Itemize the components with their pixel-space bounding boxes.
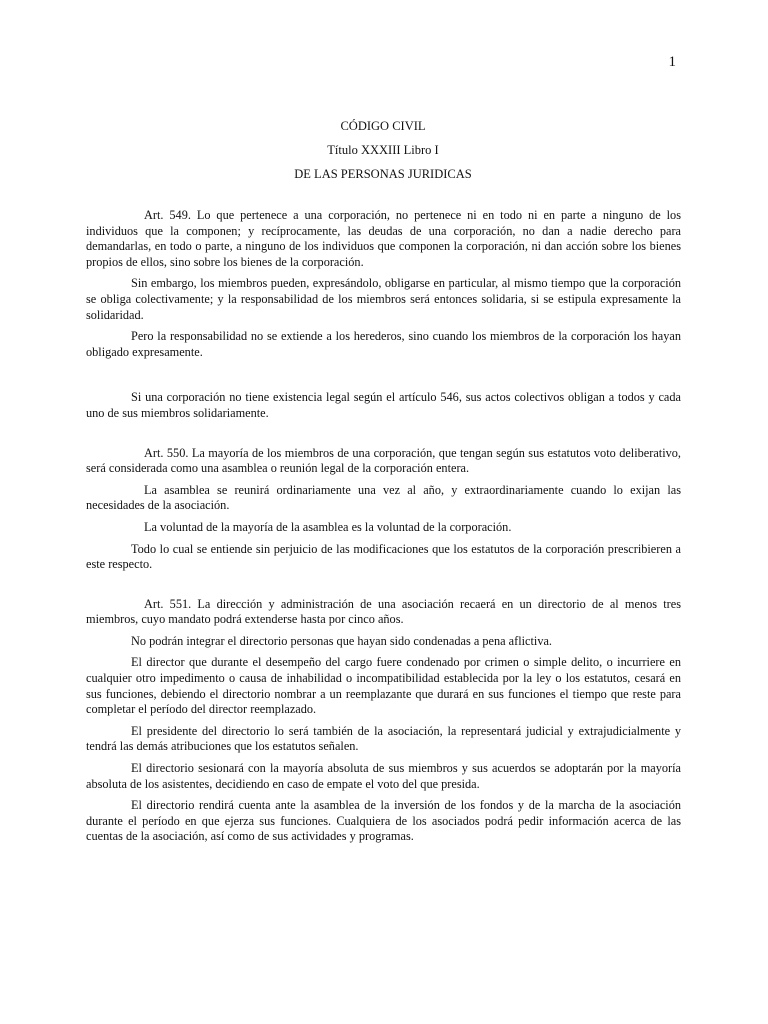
paragraph-art-549: Art. 549. Lo que pertenece a una corporación, no pertenece ni en todo ni en parte a ninguno de los individuos que la componen; y recíprocamente, las deudas de una corporación, no dan a nadie derecho para demandarlas, en todo o parte, a ninguno de los individuos que componen la corporación, ni dan acción sobre los bienes propios de ellos, sino sobre los bienes de la corporación. [86, 208, 681, 269]
paragraph: El director que durante el desempeño del cargo fuere condenado por crimen o simple delito, o incurriere en cualquier otro impedimento o causa de inhabilidad o incompatibilidad establecida por la ley o los estatutos, cesará en sus funciones, debiendo el directorio nombrar a un reemplazante que durará en sus funciones el tiempo que reste para completar el período del director reemplazado. [86, 655, 681, 717]
paragraph: El directorio rendirá cuenta ante la asamblea de la inversión de los fondos y de la marcha de la asociación durante el período en que ejerza sus funciones. Cualquiera de los asociados podrá pedir información acerca de las cuentas de la asociación, así como de sus actividades y programas. [86, 798, 681, 844]
paragraph: La asamblea se reunirá ordinariamente una vez al año, y extraordinariamente cuando lo exijan las necesidades de la asociación. [86, 482, 681, 513]
document-title: CÓDIGO CIVIL [340, 119, 426, 133]
page-number: 1 [668, 54, 676, 70]
paragraph-art-551: Art. 551. La dirección y administración de una asociación recaerá en un directorio de al menos tres miembros, cuyo mandato podrá extenderse hasta por cinco años. [86, 596, 681, 627]
paragraph: Sin embargo, los miembros pueden, expresándolo, obligarse en particular, al mismo tiempo que la corporación se obliga colectivamente; y la responsabilidad de los miembros será entonces solidaria, si se estipula expresamente la solidaridad. [86, 276, 681, 322]
document-header [86, 114, 680, 186]
paragraph: La voluntad de la mayoría de la asamblea es la voluntad de la corporación. [144, 519, 512, 534]
paragraph: No podrán integrar el directorio personas que hayan sido condenadas a pena aflictiva. [131, 633, 553, 648]
paragraph: Pero la responsabilidad no se extiende a los herederos, sino cuando los miembros de la corporación los hayan obligado expresamente. [86, 329, 681, 359]
paragraph: Todo lo cual se entiende sin perjuicio de las modificaciones que los estatutos de la corporación prescribieren a este respecto. [86, 541, 681, 572]
paragraph: Si una corporación no tiene existencia legal según el artículo 546, sus actos colectivos obligan a todos y cada uno de sus miembros solidariamente. [86, 390, 681, 420]
paragraph-art-550: Art. 550. La mayoría de los miembros de una corporación, que tengan según sus estatutos voto deliberativo, será considerada como una asamblea o reunión legal de la corporación entera. [86, 445, 681, 476]
document-subtitle: Título XXXIII Libro I [327, 143, 439, 157]
document-heading: DE LAS PERSONAS JURIDICAS [294, 167, 472, 181]
paragraph: El directorio sesionará con la mayoría absoluta de sus miembros y sus acuerdos se adoptarán por la mayoría absoluta de los asistentes, decidiendo en caso de empate el voto del que presida. [86, 761, 681, 791]
document-body [86, 208, 681, 851]
paragraph: El presidente del directorio lo será también de la asociación, la representará judicial y extrajudicialmente y tendrá las demás atribuciones que los estatutos señalen. [86, 723, 681, 754]
